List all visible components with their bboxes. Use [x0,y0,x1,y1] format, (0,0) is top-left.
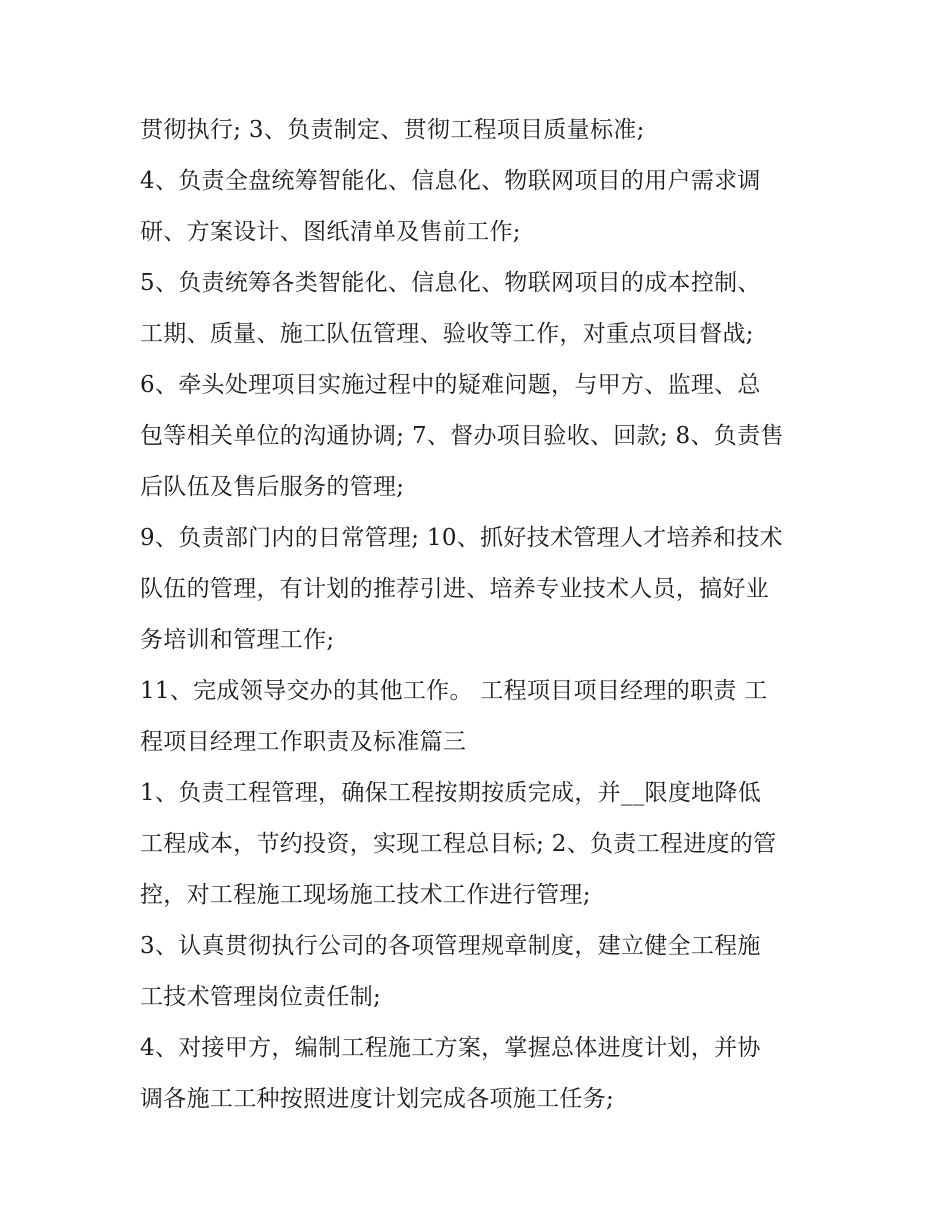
text-line: 贯彻执行; 3、负责制定、贯彻工程项目质量标准; [140,117,645,143]
text-line: 控，对工程施工现场施工技术工作进行管理; [140,882,591,908]
text-line: 5、负责统筹各类智能化、信息化、物联网项目的成本控制、 [140,270,761,296]
text-line: 11、完成领导交办的其他工作。 工程项目项目经理的职责 工 [140,678,768,704]
text-line: 4、对接甲方，编制工程施工方案，掌握总体进度计划，并协 [140,1035,761,1061]
text-line: 工期、质量、施工队伍管理、验收等工作，对重点项目督战; [140,321,754,347]
text-line: 务培训和管理工作; [140,627,335,653]
text-line: 后队伍及售后服务的管理; [140,474,405,500]
text-line: 包等相关单位的沟通协调; 7、督办项目验收、回款; 8、负责售 [140,423,784,449]
text-line: 3、认真贯彻执行公司的各项管理规章制度，建立健全工程施 [140,933,761,959]
text-line: 工程成本，节约投资，实现工程总目标; 2、负责工程进度的管 [140,831,777,857]
text-line: 9、负责部门内的日常管理; 10、抓好技术管理人才培养和技术 [140,525,783,551]
text-line: 4、负责全盘统筹智能化、信息化、物联网项目的用户需求调 [140,168,761,194]
text-line: 研、方案设计、图纸清单及售前工作; [140,219,521,245]
text-line: 工技术管理岗位责任制; [140,984,382,1010]
text-line: 队伍的管理，有计划的推荐引进、培养专业技术人员，搞好业 [140,576,770,602]
text-line: 6、牵头处理项目实施过程中的疑难问题，与甲方、监理、总 [140,372,761,398]
text-line: 调各施工工种按照进度计划完成各项施工任务; [140,1086,615,1112]
body-text [140,105,830,1125]
text-line: 1、负责工程管理，确保工程按期按质完成，并__限度地降低 [140,780,762,806]
text-line: 程项目经理工作职责及标准篇三 [140,729,467,755]
